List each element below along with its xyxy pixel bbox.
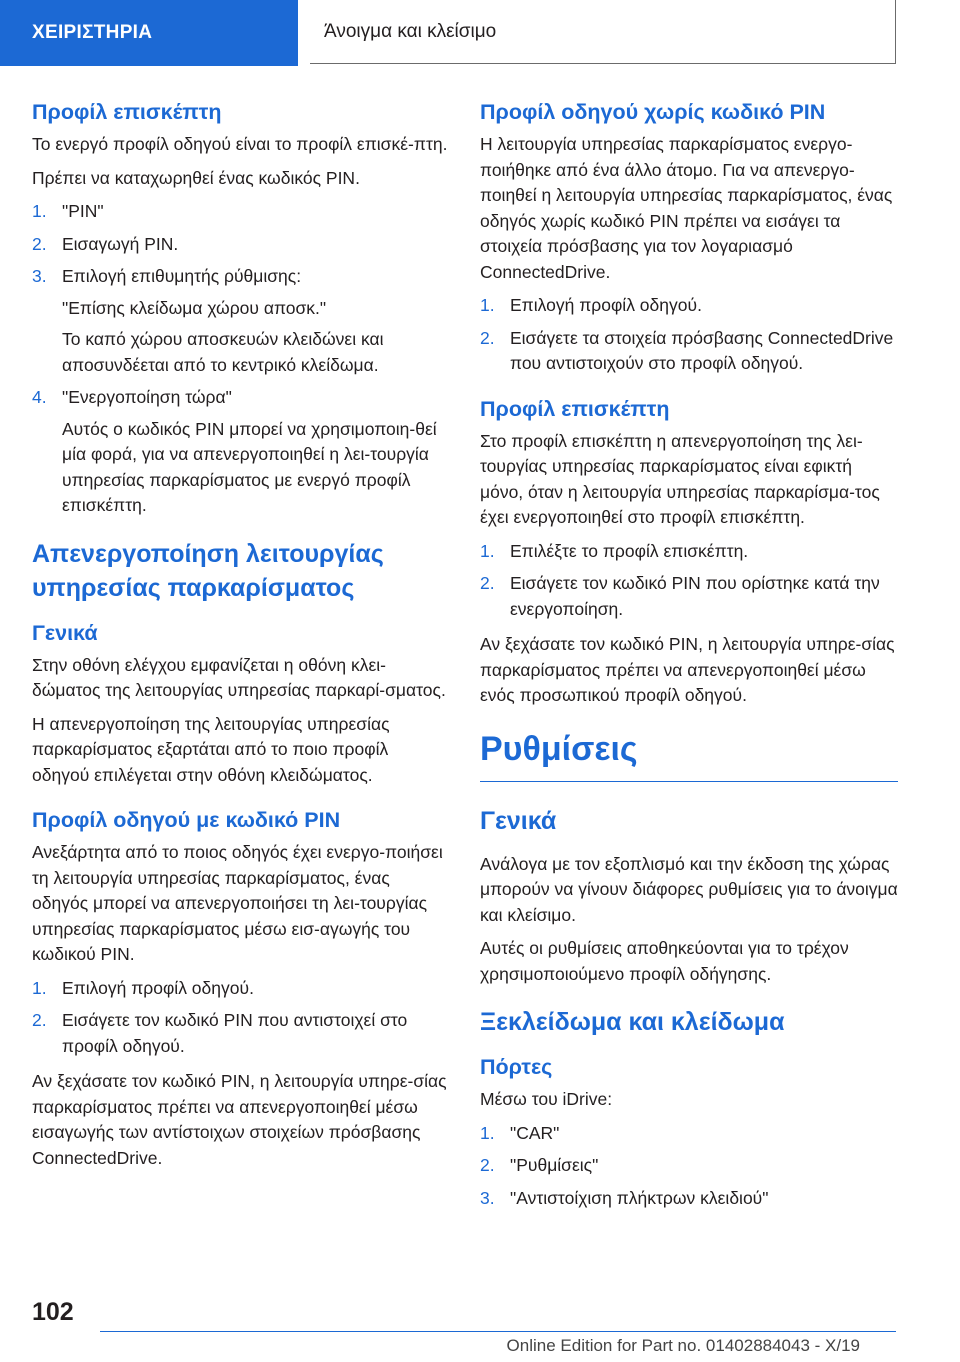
step-text: Εισάγετε τον κωδικό PIN που ορίστηκε κατά την ενεργοποίηση. xyxy=(510,573,880,619)
step-text: "Ρυθμίσεις" xyxy=(510,1155,599,1175)
settings-general-heading: Γενικά xyxy=(480,806,557,835)
step-text: Εισαγωγή PIN. xyxy=(62,233,179,254)
list-item xyxy=(32,1008,450,1059)
step-number: 1. xyxy=(480,1122,495,1143)
list-item xyxy=(32,199,450,225)
step-text: Εισάγετε τον κωδικό PIN που αντιστοιχεί στο προφίλ οδηγού. xyxy=(62,1010,408,1056)
step-subtext: "Επίσης κλείδωμα χώρου αποσκ." xyxy=(62,297,327,318)
step-subtext: Αυτός ο κωδικός PIN μπορεί να χρησιμοποιη-θεί μία φορά, για να απενεργοποιηθεί η λει-τουργία υπηρεσίας παρκαρίσματος με ενεργό προφίλ επισκέπτη. xyxy=(62,418,437,515)
step-number: 2. xyxy=(480,1155,495,1175)
footer-edition-text: Online Edition for Part no. 01402884043 - X/19 xyxy=(506,1336,860,1355)
paragraph: Ανεξάρτητα από το ποιος οδηγός έχει ενεργο-ποιήσει τη λειτουργία υπηρεσίας παρκαρίσματος, ένας οδηγός μπορεί να απενεργοποιήσει τη λει-τουργίας υπηρεσίας παρκαρίσματος μέσω εισ-αγωγής του κωδικού PIN. xyxy=(32,842,443,964)
step-number: 2. xyxy=(480,573,495,593)
list-item xyxy=(480,1121,898,1147)
paragraph: Αυτές οι ρυθμίσεις αποθηκεύονται για το τρέχον χρησιμοποιούμενο προφίλ οδήγησης. xyxy=(480,938,849,984)
page-number: 102 xyxy=(32,1298,74,1326)
step-text: "CAR" xyxy=(510,1122,560,1143)
step-number: 3. xyxy=(32,266,47,286)
list-item xyxy=(480,293,898,319)
step-number: 3. xyxy=(480,1187,495,1208)
paragraph: Αν ξεχάσατε τον κωδικό PIN, η λειτουργία υπηρε-σίας παρκαρίσματος πρέπει να απενεργοποιηθεί μέσω εισαγωγής των αντίστοιχων στοιχείων πρόσβασης ConnectedDrive. xyxy=(32,1071,447,1168)
step-text: "Ενεργοποίηση τώρα" xyxy=(62,387,232,407)
guest-profile-heading: Προφίλ επισκέπτη xyxy=(32,100,222,124)
general-heading: Γενικά xyxy=(32,620,98,645)
step-number: 1. xyxy=(480,295,495,315)
section-label: ΧΕΙΡΙΣΤΗΡΙΑ xyxy=(0,0,298,66)
list-item xyxy=(480,326,898,377)
paragraph: Στην οθόνη ελέγχου εμφανίζεται η οθόνη κλει-δώματος της λειτουργίας υπηρεσίας παρκαρί-σματος. xyxy=(32,654,446,700)
list-item xyxy=(32,385,450,519)
pin-steps-list xyxy=(32,976,450,1060)
paragraph: Η απενεργοποίηση της λειτουργίας υπηρεσίας παρκαρίσματος εξαρτάται από το ποιο προφίλ οδηγού επιλέγεται στην οθόνη κλειδώματος. xyxy=(32,713,390,785)
no-pin-steps-list xyxy=(480,293,898,377)
guest-steps-list xyxy=(32,199,450,519)
list-item xyxy=(480,1153,898,1179)
step-number: 1. xyxy=(480,540,495,561)
guest-profile-heading: Προφίλ επισκέπτη xyxy=(480,396,670,421)
step-text: Εισάγετε τα στοιχεία πρόσβασης ConnectedDrive που αντιστοιχούν στο προφίλ οδηγού. xyxy=(510,327,894,373)
left-column xyxy=(32,98,450,1179)
chapter-title: Άνοιγμα και κλείσιμο xyxy=(310,0,896,64)
list-item xyxy=(480,571,898,622)
step-number: 1. xyxy=(32,977,47,998)
step-text: Επιλέξτε το προφίλ επισκέπτη. xyxy=(510,540,749,561)
footer-rule xyxy=(100,1331,896,1332)
step-subtext: Το καπό χώρου αποσκευών κλειδώνει και αποσυνδέεται από το κεντρικό κλείδωμα. xyxy=(62,329,384,375)
list-item xyxy=(32,232,450,258)
paragraph: Ανάλογα με τον εξοπλισμό και την έκδοση της χώρας μπορούν να γίνουν διάφορες ρυθμίσεις για το άνοιγμα και κλείσιμο. xyxy=(480,853,898,925)
paragraph: Στο προφίλ επισκέπτη η απενεργοποίηση της λει-τουργίας υπηρεσίας παρκαρίσματος είναι εφικτή μόνο, όταν η λειτουργία υπηρεσίας παρκαρίσμα-τος έχει ενεργοποιηθεί στο προφίλ επισκέπτη. xyxy=(480,430,880,527)
step-number: 4. xyxy=(32,387,47,407)
step-text: "Αντιστοίχιση πλήκτρων κλειδιού" xyxy=(510,1187,769,1208)
deactivation-heading: Απενεργοποίηση λειτουργίας υπηρεσίας παρκαρίσματος xyxy=(32,539,384,602)
list-item xyxy=(32,264,450,378)
step-number: 2. xyxy=(32,1010,47,1030)
right-column xyxy=(480,98,898,1221)
step-text: "PIN" xyxy=(62,201,104,221)
step-number: 1. xyxy=(32,201,47,221)
step-text: Επιλογή προφίλ οδηγού. xyxy=(510,295,702,315)
paragraph: Η λειτουργία υπηρεσίας παρκαρίσματος ενεργο-ποιήθηκε από ένα άλλο άτομο. Για να απενεργο-ποιηθεί η λειτουργία υπηρεσίας παρκαρίσματος, ένας οδηγός χωρίς κωδικό PIN πρέπει να εισάγει τα στοιχεία πρόσβασης για τον λογαριασμό ConnectedDrive. xyxy=(480,134,893,282)
paragraph: Πρέπει να καταχωρηθεί ένας κωδικός PIN. xyxy=(32,167,360,188)
list-item xyxy=(32,976,450,1002)
step-text: Επιλογή προφίλ οδηγού. xyxy=(62,977,254,998)
step-number: 2. xyxy=(32,233,47,254)
no-pin-profile-heading: Προφίλ οδηγού χωρίς κωδικό PIN xyxy=(480,100,826,124)
paragraph: Μέσω του iDrive: xyxy=(480,1089,613,1109)
settings-chapter-heading: Ρυθμίσεις xyxy=(480,727,898,782)
pin-profile-heading: Προφίλ οδηγού με κωδικό PIN xyxy=(32,808,341,832)
list-item xyxy=(480,1186,898,1212)
doors-heading: Πόρτες xyxy=(480,1055,553,1079)
page-header xyxy=(0,0,960,66)
guest2-steps-list xyxy=(480,539,898,623)
doors-steps-list xyxy=(480,1121,898,1212)
paragraph: Το ενεργό προφίλ οδηγού είναι το προφίλ επισκέ-πτη. xyxy=(32,134,448,154)
step-text: Επιλογή επιθυμητής ρύθμισης: xyxy=(62,266,302,286)
step-number: 2. xyxy=(480,327,495,348)
list-item xyxy=(480,539,898,565)
paragraph: Αν ξεχάσατε τον κωδικό PIN, η λειτουργία υπηρε-σίας παρκαρίσματος πρέπει να απενεργοποιηθεί μέσω ενός προσωπικού προφίλ οδηγού. xyxy=(480,634,895,705)
lock-unlock-heading: Ξεκλείδωμα και κλείδωμα xyxy=(480,1008,785,1036)
